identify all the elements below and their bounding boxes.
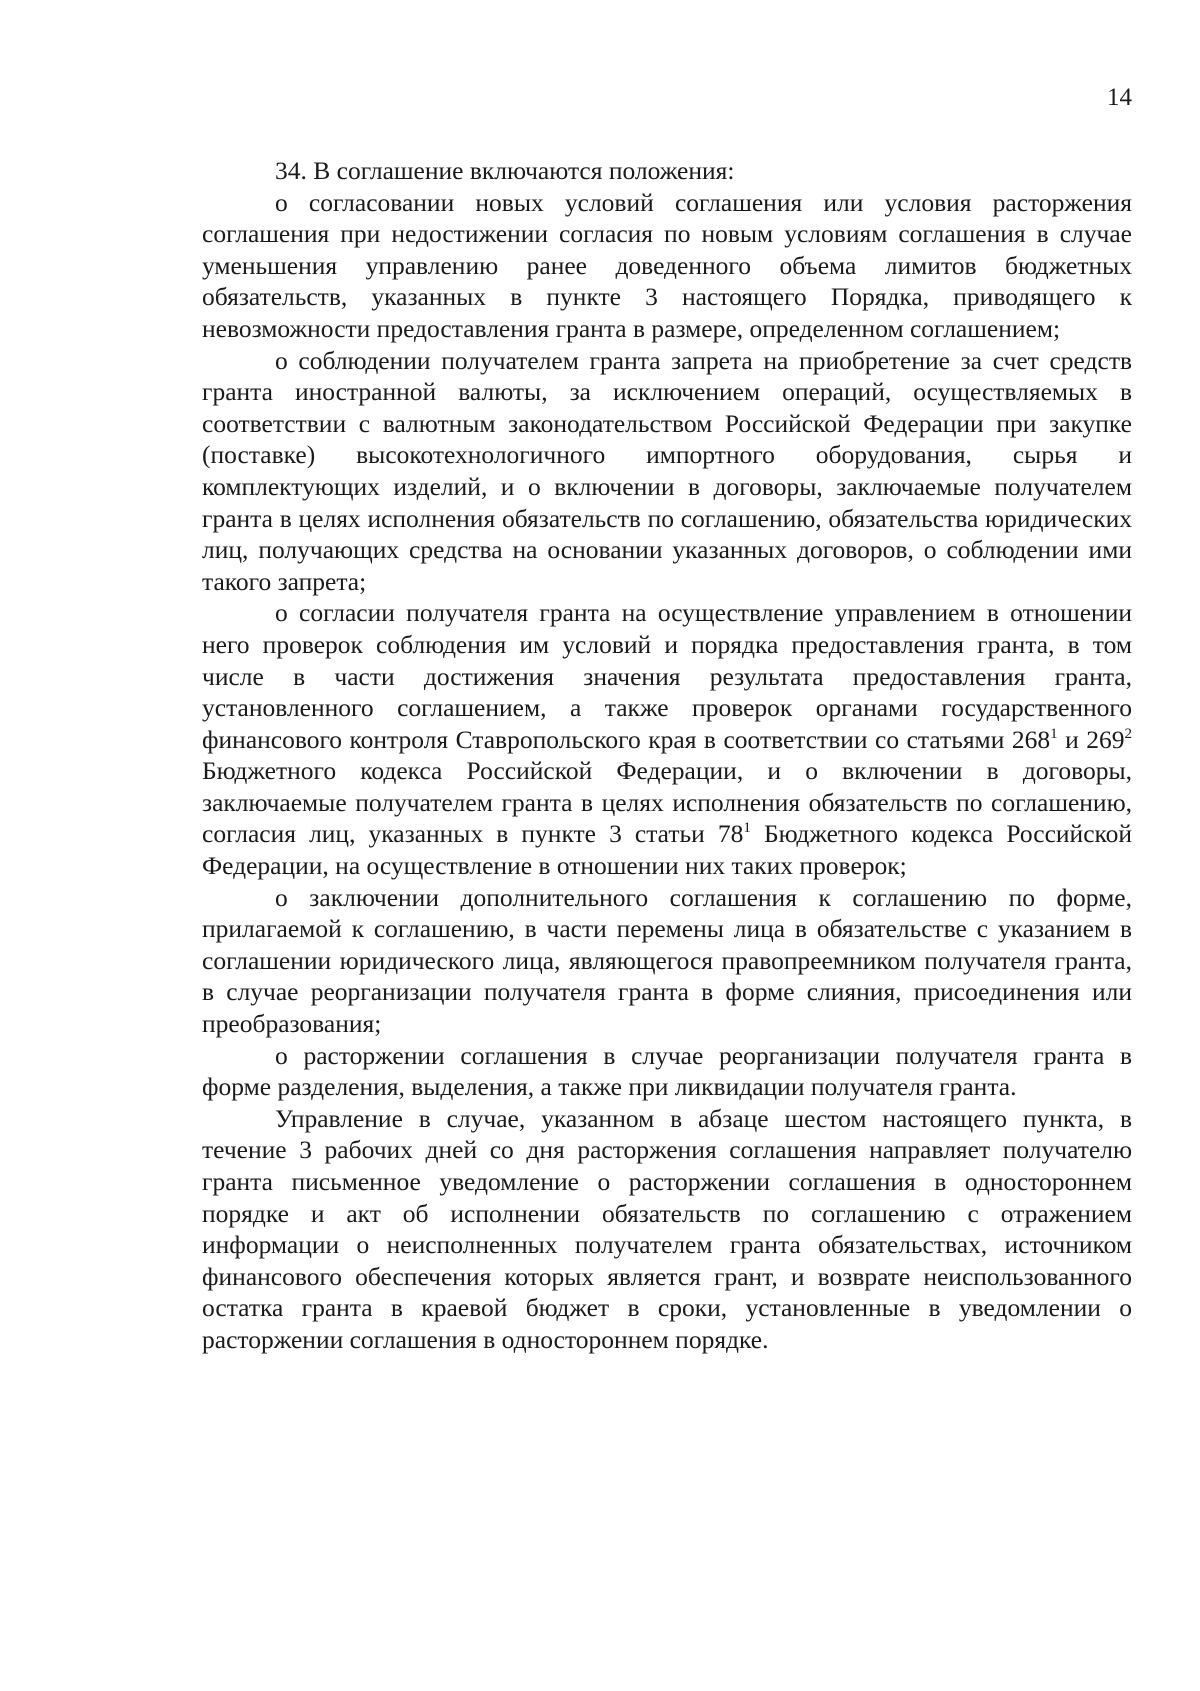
paragraph-notification: Управление в случае, указанном в абзаце шестом настоящего пункта, в течение 3 рабочих дней со дня расторжения соглашения направляет получателю гранта письменное уведомление о расторжении соглашения в одностороннем порядке и акт об исполнении обязательств по соглашению с отражением информации о неисполненных получателем гранта обязательствах, источником финансового обеспечения которых является грант, и возврате неиспользованного остатка гранта в краевой бюджет в сроки, установленные в уведомлении о расторжении соглашения в одностороннем порядке. (202, 1103, 1132, 1354)
superscript: 1 (743, 820, 751, 837)
section-heading: 34. В соглашение включаются положения: (275, 156, 735, 185)
document-body (202, 155, 1132, 1356)
paragraph-currency-ban: о соблюдении получателем гранта запрета на приобретение за счет средств гранта иностранной валюты, за исключением операций, осуществляемых в соответствии с валютным законодательством Российской Федерации при закупке (поставке) высокотехнологичного импортного оборудования, сырья и комплектующих изделий, и о включении в договоры, заключаемые получателем гранта в целях исполнения обязательств по соглашению, обязательства юридических лиц, получающих средства на основании указанных договоров, о соблюдении ими такого запрета; (202, 345, 1132, 596)
paragraph-audit-consent (202, 597, 1132, 881)
paragraph-agreement-terms: о согласовании новых условий соглашения или условия расторжения соглашения при недостижении согласия по новым условиям соглашения в случае уменьшения управлению ранее доведенного объема лимитов бюджетных обязательств, указанных в пункте 3 настоящего Порядка, приводящего к невозможности предоставления гранта в размере, определенном соглашением; (202, 187, 1132, 343)
superscript: 2 (1124, 725, 1132, 742)
page-number: 14 (1107, 84, 1132, 111)
paragraph-supplementary-agreement: о заключении дополнительного соглашения к соглашению по форме, прилагаемой к соглашению, в части перемены лица в обязательстве с указанием в соглашении юридического лица, являющегося правопреемником получателя гранта, в случае реорганизации получателя гранта в форме слияния, присоединения или преобразования; (202, 882, 1132, 1039)
paragraph-termination: о расторжении соглашения в случае реорганизации получателя гранта в форме разделения, выделения, а также при ликвидации получателя гранта. (202, 1040, 1132, 1102)
paragraph-text: и 269 (1057, 724, 1125, 754)
paragraph-text: Бюджетного кодекса Российской Федерации, на осуществление в отношении них таких проверок; (202, 819, 1132, 881)
paragraph-text: Бюджетного кодекса Российской Федерации, и о включении в договоры, заключаемые получателем гранта в целях исполнения обязательств по соглашению, согласия лиц, указанных в пункте 3 статьи 78 (202, 756, 1132, 849)
superscript: 1 (1050, 725, 1058, 742)
paragraph-text: о согласии получателя гранта на осуществление управлением в отношении него проверок соблюдения им условий и порядка предоставления гранта, в том числе в части достижения значения результата предоставления гранта, установленного соглашением, а также проверок органами государственного финансового контроля Ставропольского края в соответствии со статьями 268 (202, 598, 1132, 754)
